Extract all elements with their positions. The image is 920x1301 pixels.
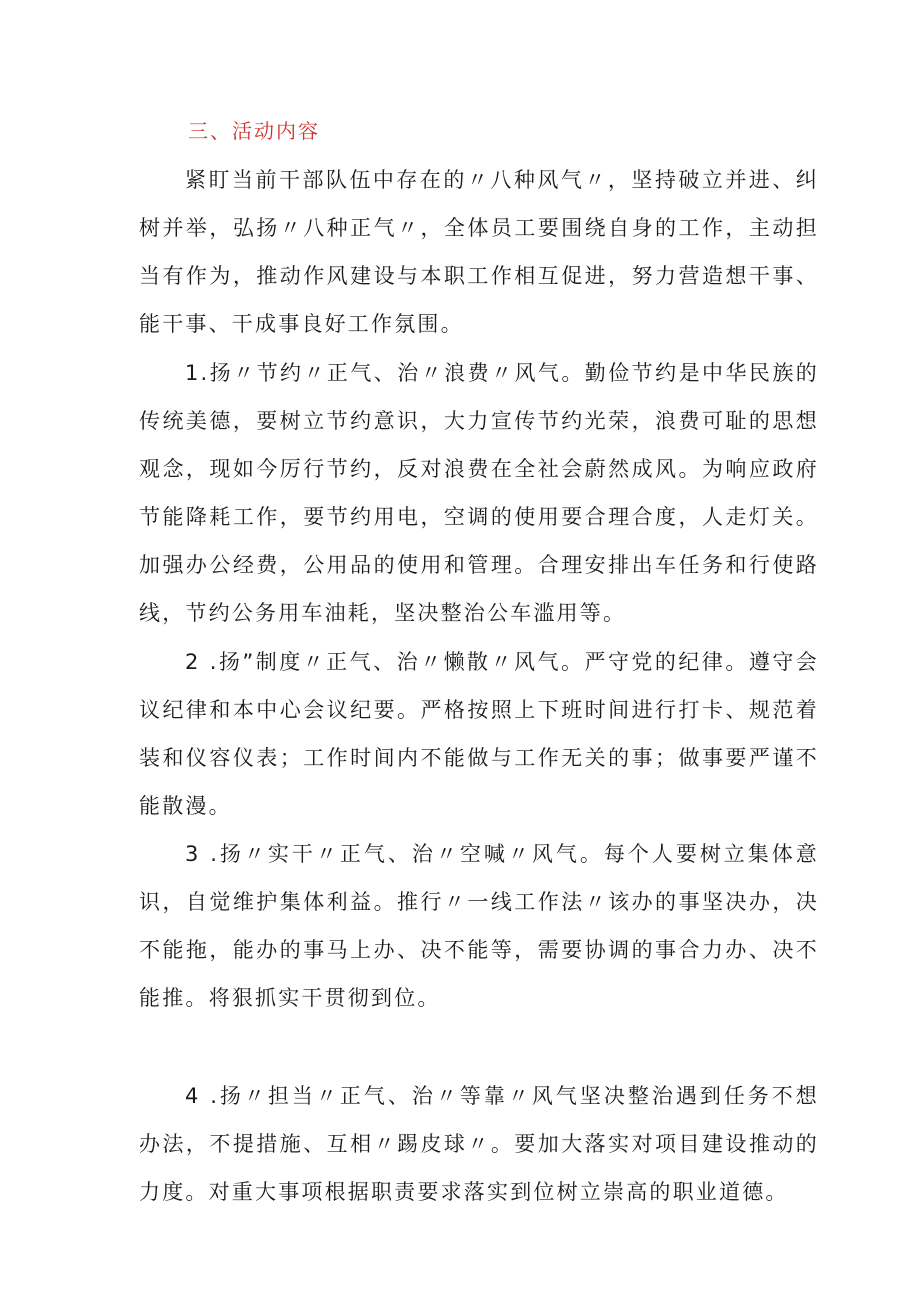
- list-item-2: 2 .扬”制度〃正气、治〃懒散〃风气。严守党的纪律。遵守会议纪律和本中心会议纪要。严格按照上下班时间进行打卡、规范着装和仪容仪表；工作时间内不能做与工作无关的事；做事要严谨不能散漫。: [139, 650, 819, 818]
- list-item-3: 3 .扬〃实干〃正气、治〃空喊〃风气。每个人要树立集体意识，自觉维护集体利益。推行〃一线工作法〃该办的事坚决办，决不能拖，能办的事马上办、决不能等，需要协调的事合力办、决不能推。将狠抓实干贯彻到位。: [139, 842, 819, 1010]
- intro-paragraph: 紧盯当前干部队伍中存在的〃八种风气〃，坚持破立并进、纠树并举，弘扬〃八种正气〃，全体员工要围绕自身的工作，主动担当有作为，推动作风建设与本职工作相互促进，努力营造想干事、能干事、干成事良好工作氛围。: [139, 168, 819, 336]
- list-item-1: 1.扬〃节约〃正气、治〃浪费〃风气。勤俭节约是中华民族的传统美德，要树立节约意识，大力宣传节约光荣，浪费可耻的思想观念，现如今厉行节约，反对浪费在全社会蔚然成风。为响应政府节能降耗工作，要节约用电，空调的使用要合理合度，人走灯关。加强办公经费，公用品的使用和管理。合理安排出车任务和行使路线，节约公务用车油耗，坚决整治公车滥用等。: [139, 361, 819, 625]
- list-item-4: 4 .扬〃担当〃正气、治〃等靠〃风气坚决整治遇到任务不想办法，不提措施、互相〃踢皮球〃。要加大落实对项目建设推动的力度。对重大事项根据职责要求落实到位树立崇高的职业道德。: [139, 1084, 819, 1204]
- section-heading: 三、活动内容: [188, 119, 320, 143]
